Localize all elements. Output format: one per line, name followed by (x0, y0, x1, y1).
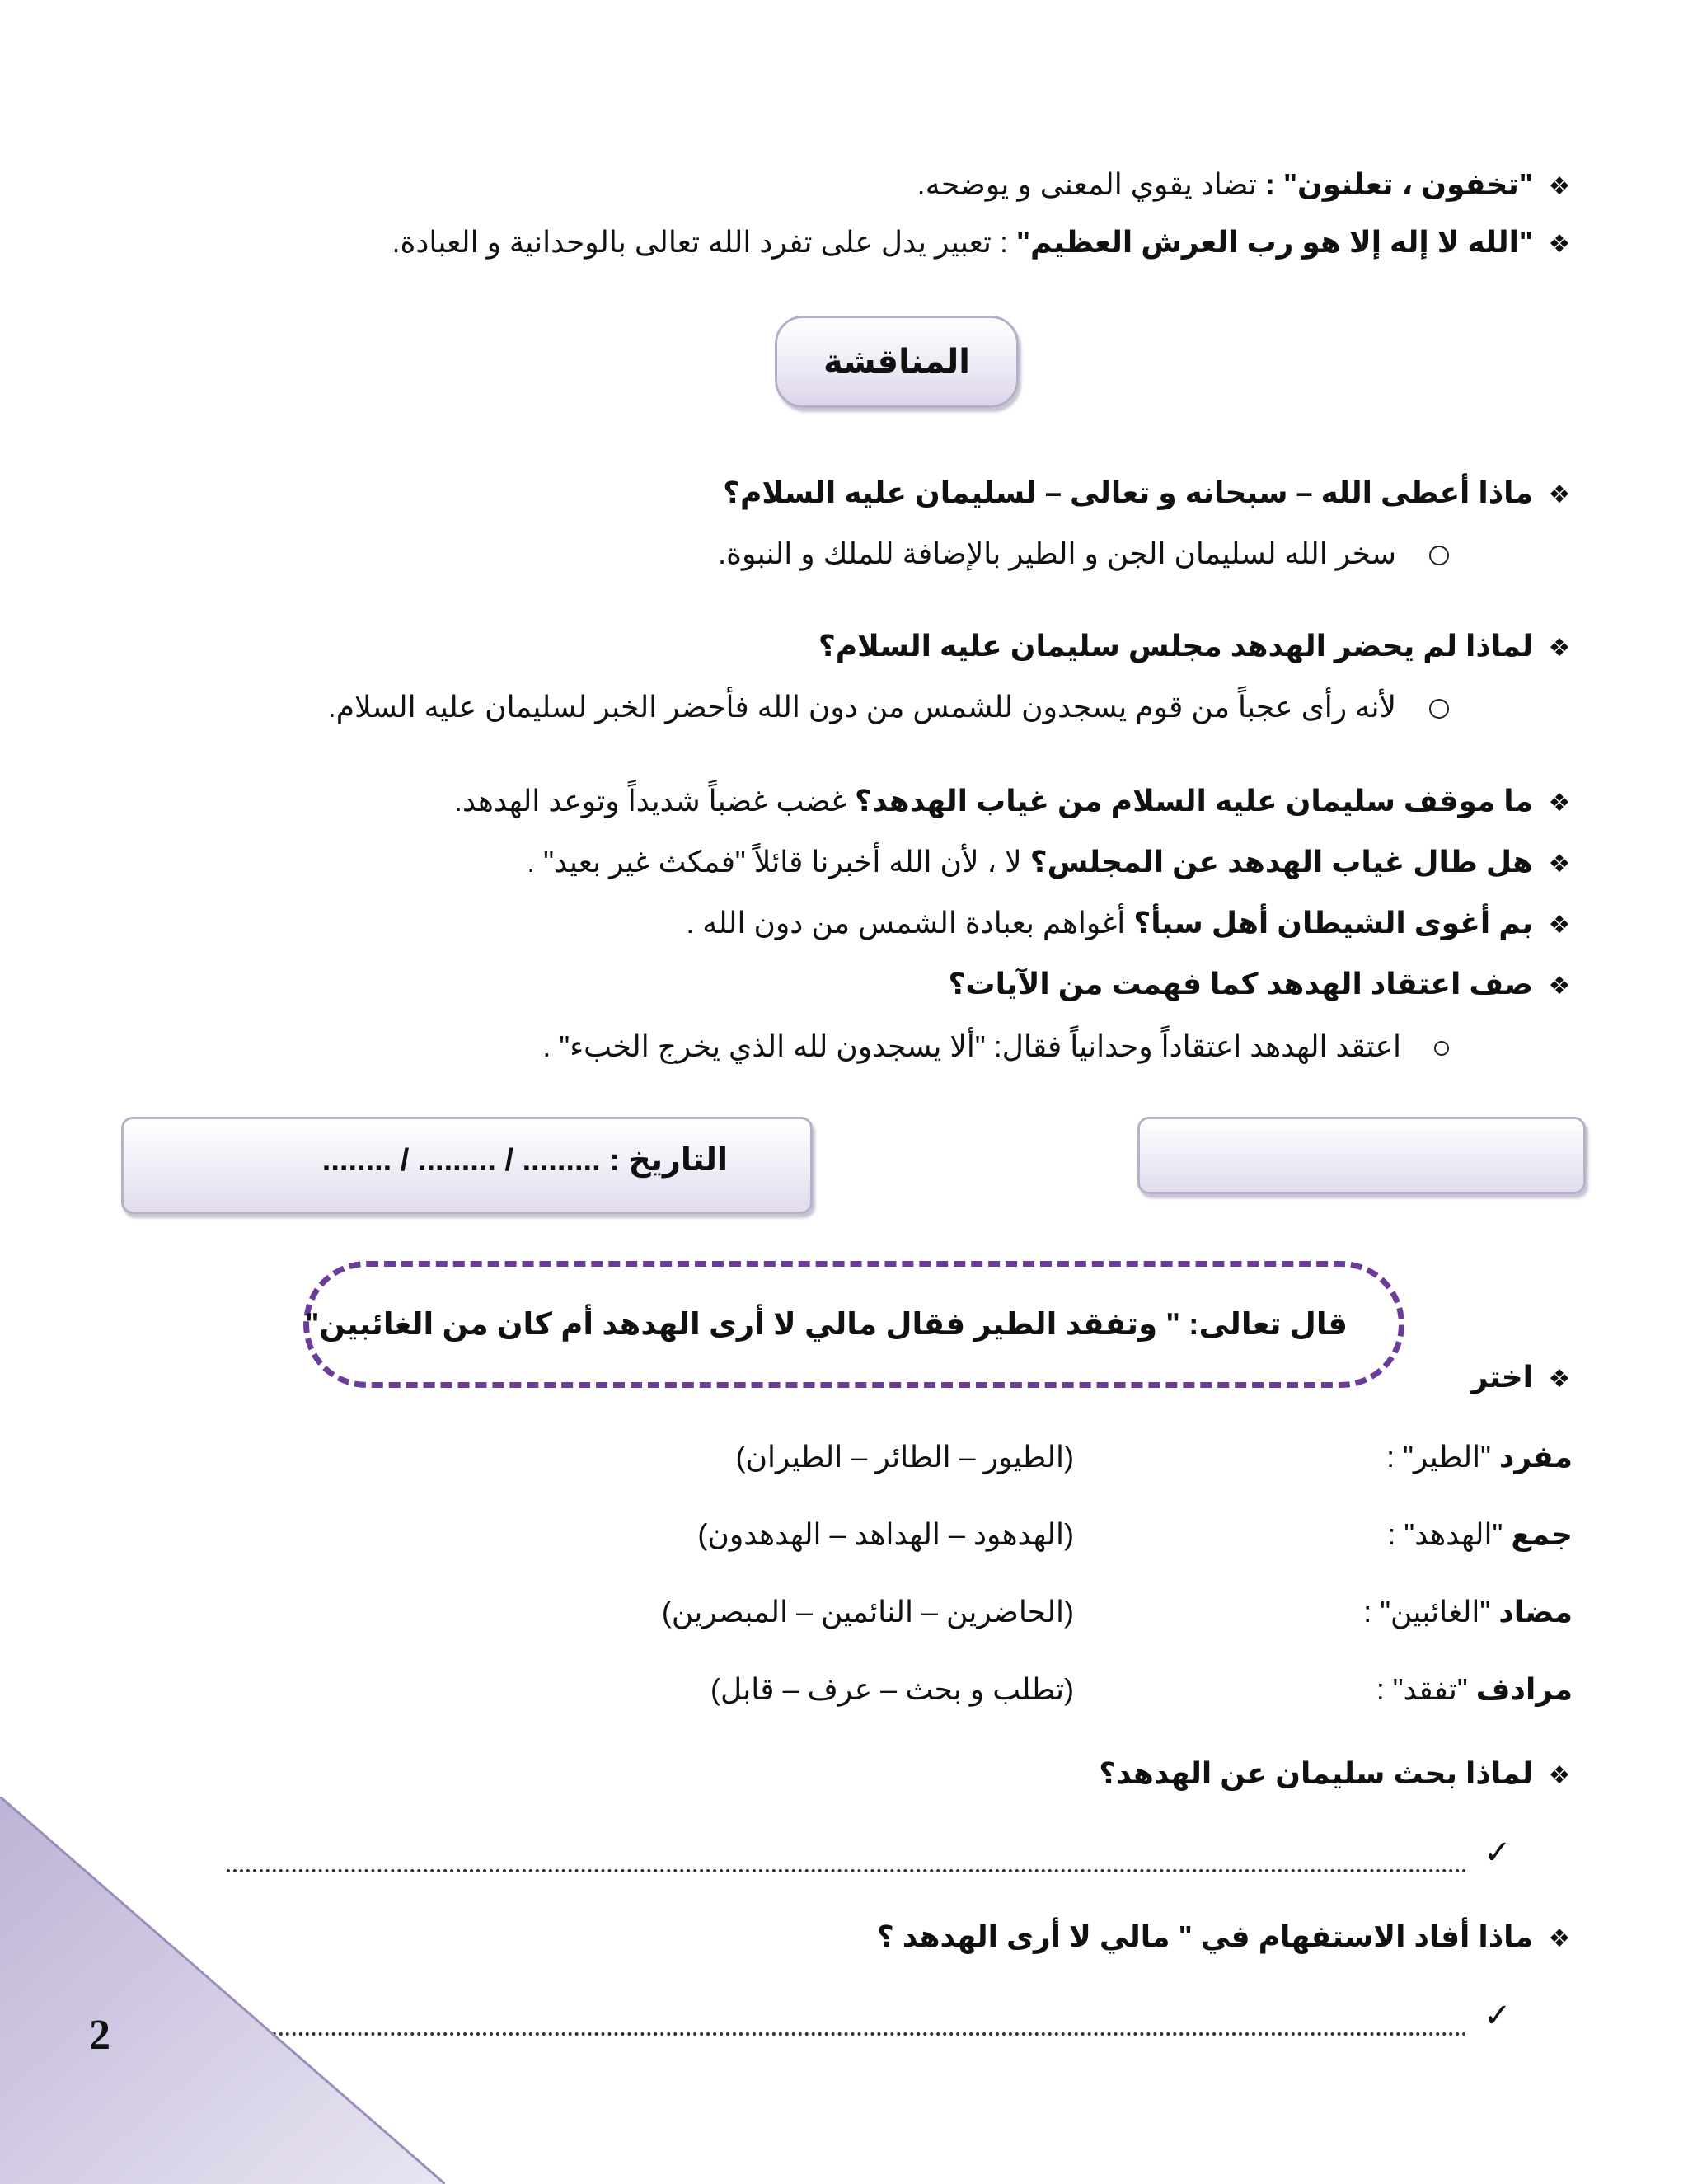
vocab-word: "الغائبين" : (1363, 1595, 1491, 1629)
diamond-bullet-icon: ❖ (1548, 1366, 1571, 1393)
page-number: 2 (89, 2012, 110, 2059)
checkmark-icon: ✓ (1484, 1835, 1512, 1871)
qa-position-answer: غضب غضباً شديداً وتوعد الهدهد. (453, 784, 855, 818)
qa-position-question: ما موقف سليمان عليه السلام من غياب الهدهد؟ (854, 784, 1533, 818)
vocab-row (1386, 1436, 1573, 1479)
qa-duration (527, 841, 1574, 886)
note-2 (392, 221, 1575, 266)
note-2-text: : تعبير يدل على تفرد الله تعالى بالوحدانية و العبادة. (392, 225, 1016, 259)
vocab-options: (الطيور – الطائر – الطيران) (735, 1440, 1074, 1474)
question-absence-text: لماذا لم يحضر الهدهد مجلس سليمان عليه السلام؟ (818, 629, 1533, 663)
choose-instruction (1471, 1356, 1574, 1401)
qa-seduction-answer: أغواهم بعبادة الشمس من دون الله . (686, 906, 1134, 940)
lesson-title-box (1137, 1117, 1586, 1194)
vocab-label: مفرد (1498, 1440, 1573, 1474)
diamond-bullet-icon: ❖ (1548, 790, 1571, 817)
question-interrogative (877, 1915, 1574, 1961)
diamond-bullet-icon: ❖ (1548, 173, 1571, 200)
qa-seduction-question: بم أغوى الشيطان أهل سبأ؟ (1133, 906, 1533, 940)
answer-belief-text: اعتقد الهدهد اعتقاداً وحدانياً فقال: "ألا يسجدون لله الذي يخرج الخبء" . (542, 1029, 1401, 1063)
answer-gifts (718, 532, 1449, 575)
date-label: التاريخ : ......... / ......... / ........ (321, 1143, 728, 1178)
diamond-bullet-icon: ❖ (1548, 231, 1571, 258)
verse-callout (303, 1261, 1404, 1388)
vocab-word: "الهدهد" : (1387, 1517, 1503, 1551)
vocab-label: مرادف (1475, 1672, 1573, 1706)
corner-decoration (0, 1797, 445, 2184)
answer-belief (542, 1025, 1449, 1068)
diamond-bullet-icon: ❖ (1548, 1762, 1571, 1789)
note-1 (917, 163, 1574, 209)
vocab-row (1363, 1591, 1573, 1633)
diamond-bullet-icon: ❖ (1548, 912, 1571, 939)
question-absence (818, 625, 1574, 670)
diamond-bullet-icon: ❖ (1548, 851, 1571, 878)
qa-duration-answer: لا ، لأن الله أخبرنا قائلاً "فمكث غير بعيد" . (527, 845, 1030, 879)
note-1-text: تضاد يقوي المعنى و يوضحه. (917, 167, 1265, 201)
vocab-row (1376, 1668, 1573, 1711)
verse-text: قال تعالى: " وتفقد الطير فقال مالي لا أرى الهدهد أم كان من الغائبين" (304, 1307, 1348, 1341)
circle-bullet-icon (1429, 546, 1449, 565)
vocab-options: (تطلب و بحث – عرف – قابل) (710, 1672, 1074, 1706)
answer-absence (328, 686, 1449, 729)
qa-duration-question: هل طال غياب الهدهد عن المجلس؟ (1029, 845, 1533, 879)
diamond-bullet-icon: ❖ (1548, 481, 1571, 509)
question-search-text: لماذا بحث سليمان عن الهدهد؟ (1099, 1756, 1533, 1790)
question-belief (949, 963, 1574, 1008)
vocab-word: "تفقد" : (1376, 1672, 1468, 1706)
vocab-word: "الطير" : (1386, 1440, 1491, 1474)
question-interrogative-text: ماذا أفاد الاستفهام في " مالي لا أرى الهدهد ؟ (876, 1919, 1533, 1953)
diamond-bullet-icon: ❖ (1548, 635, 1571, 662)
answer-absence-text: لأنه رأى عجباً من قوم يسجدون للشمس من دون الله فأحضر الخبر لسليمان عليه السلام. (327, 690, 1396, 724)
note-1-bold: "تخفون ، تعلنون" : (1264, 167, 1533, 201)
date-box (121, 1117, 813, 1214)
circle-bullet-icon (1434, 1041, 1449, 1056)
vocab-options: (الهدهود – الهداهد – الهدهدون) (697, 1517, 1074, 1551)
vocab-label: جمع (1511, 1517, 1573, 1551)
vocab-options: (الحاضرين – النائمين – المبصرين) (661, 1595, 1074, 1629)
circle-bullet-icon (1429, 699, 1449, 719)
checkmark-icon: ✓ (1484, 1998, 1512, 2034)
diamond-bullet-icon: ❖ (1548, 1925, 1571, 1952)
vocab-row (1387, 1513, 1573, 1556)
discussion-heading (775, 316, 1019, 408)
answer-gifts-text: سخر الله لسليمان الجن و الطير بالإضافة للملك و النبوة. (718, 537, 1396, 570)
choose-label: اختر (1470, 1360, 1533, 1394)
note-2-bold: "الله لا إله إلا هو رب العرش العظيم" (1015, 225, 1533, 259)
qa-position (454, 780, 1574, 825)
question-belief-text: صف اعتقاد الهدهد كما فهمت من الآيات؟ (948, 967, 1533, 1001)
diamond-bullet-icon: ❖ (1548, 972, 1571, 1000)
question-gifts (723, 471, 1574, 517)
qa-seduction (686, 902, 1574, 947)
question-gifts-text: ماذا أعطى الله – سبحانه و تعالى – لسليمان عليه السلام؟ (723, 476, 1533, 509)
vocab-label: مضاد (1498, 1595, 1573, 1629)
discussion-title: المناقشة (823, 344, 971, 380)
question-search (1099, 1752, 1574, 1797)
